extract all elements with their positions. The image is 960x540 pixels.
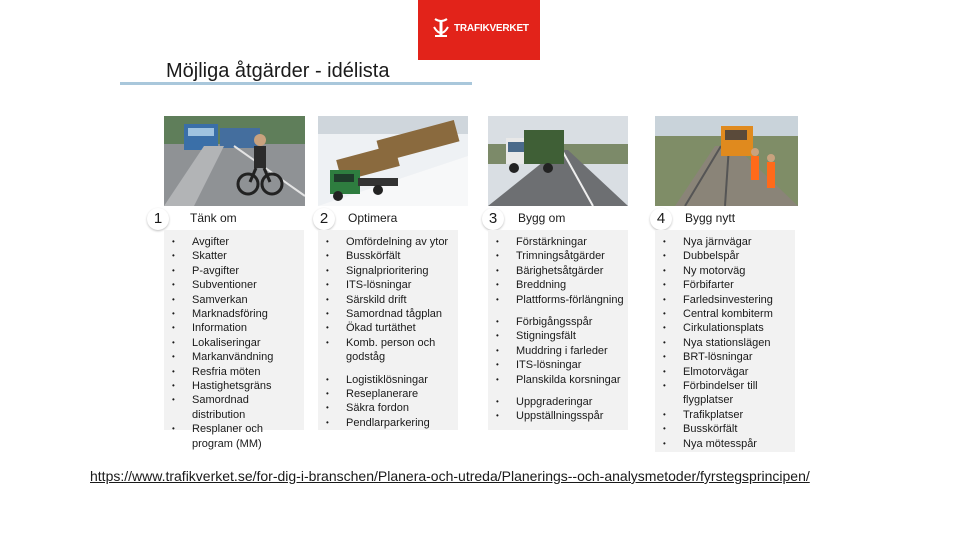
step-1-number: 1	[147, 208, 169, 230]
list-item: • ITS-lösningar	[488, 358, 624, 372]
list-item: • Särskild drift	[318, 293, 454, 307]
step-4-list	[655, 230, 795, 452]
list-item: • Dubbelspår	[655, 249, 791, 263]
list-item: • Reseplanerare	[318, 387, 454, 401]
list-item: • Cirkulationsplats	[655, 321, 791, 335]
list-item: • Farledsinvestering	[655, 293, 791, 307]
step-1-list	[164, 230, 304, 450]
list-item: • Resfria möten	[164, 365, 300, 379]
list-item: • Subventioner	[164, 278, 300, 292]
step-3-number: 3	[482, 208, 504, 230]
list-item: • Plattforms-förlängning	[488, 293, 624, 307]
list-item: • Komb. person och godståg	[318, 336, 454, 365]
list-item: • ITS-lösningar	[318, 278, 454, 292]
trafikverket-logo	[418, 0, 540, 60]
list-item: • BRT-lösningar	[655, 350, 791, 364]
step-1-label: Tänk om	[190, 211, 237, 225]
list-item: • Marknadsföring	[164, 307, 300, 321]
list-item: • Samordnad tågplan	[318, 307, 454, 321]
step-2-label: Optimera	[348, 211, 398, 225]
list-item: • Förstärkningar	[488, 235, 624, 249]
list-item: • Förbifarter	[655, 278, 791, 292]
road-truck-photo	[488, 116, 628, 206]
list-item: • Säkra fordon	[318, 401, 454, 415]
list-item: • Stigningsfält	[488, 329, 624, 343]
cyclist-and-bus-photo	[164, 116, 305, 206]
list-item: • Busskörfält	[318, 249, 454, 263]
fyrstegsprincipen-link[interactable]: https://www.trafikverket.se/for-dig-i-branschen/Planera-och-utreda/Planerings--och-analysmetoder/fyrstegsprincipen/	[90, 468, 810, 484]
list-item: • Avgifter	[164, 235, 300, 249]
list-item: • Nya mötesspår	[655, 437, 791, 451]
list-item: • Markanvändning	[164, 350, 300, 364]
list-item: • Förbindelser till flygplatser	[655, 379, 791, 408]
list-item: • Resplaner och program (MM)	[164, 422, 300, 451]
list-item: • Pendlarparkering	[318, 416, 454, 430]
list-item: • Muddring i farleder	[488, 344, 624, 358]
page-title: Möjliga åtgärder - idélista	[166, 60, 390, 82]
list-item: • Lokaliseringar	[164, 336, 300, 350]
trafikverket-emblem-icon	[432, 17, 450, 39]
list-item: • Samverkan	[164, 293, 300, 307]
step-2-list	[318, 230, 458, 430]
list-item: • Busskörfält	[655, 422, 791, 436]
list-item: • Breddning	[488, 278, 624, 292]
logo-wordmark: TRAFIKVERKET	[454, 23, 529, 34]
list-item: • Nya järnvägar	[655, 235, 791, 249]
list-item: • Ny motorväg	[655, 264, 791, 278]
list-item: • Bärighetsåtgärder	[488, 264, 624, 278]
list-item: • Nya stationslägen	[655, 336, 791, 350]
list-item: • P-avgifter	[164, 264, 300, 278]
list-item: • Trafikplatser	[655, 408, 791, 422]
list-item: • Central kombiterm	[655, 307, 791, 321]
step-3-label: Bygg om	[518, 211, 566, 225]
timber-truck-photo	[318, 116, 468, 206]
railway-construction-photo	[655, 116, 798, 206]
list-item: • Uppställningsspår	[488, 409, 624, 423]
list-item: • Uppgraderingar	[488, 395, 624, 409]
step-4-number: 4	[650, 208, 672, 230]
list-item: • Planskilda korsningar	[488, 373, 624, 387]
list-item: • Skatter	[164, 249, 300, 263]
list-item: • Logistiklösningar	[318, 373, 454, 387]
step-3-list	[488, 230, 628, 430]
list-item: • Signalprioritering	[318, 264, 454, 278]
step-2-number: 2	[313, 208, 335, 230]
list-item: • Omfördelning av ytor	[318, 235, 454, 249]
list-item: • Förbigångsspår	[488, 315, 624, 329]
title-underline	[120, 82, 472, 85]
list-item: • Information	[164, 321, 300, 335]
list-item: • Trimningsåtgärder	[488, 249, 624, 263]
list-item: • Elmotorvägar	[655, 365, 791, 379]
list-item: • Ökad turtäthet	[318, 321, 454, 335]
list-item: • Hastighetsgräns	[164, 379, 300, 393]
list-item: • Samordnad distribution	[164, 393, 300, 422]
step-4-label: Bygg nytt	[685, 211, 736, 225]
